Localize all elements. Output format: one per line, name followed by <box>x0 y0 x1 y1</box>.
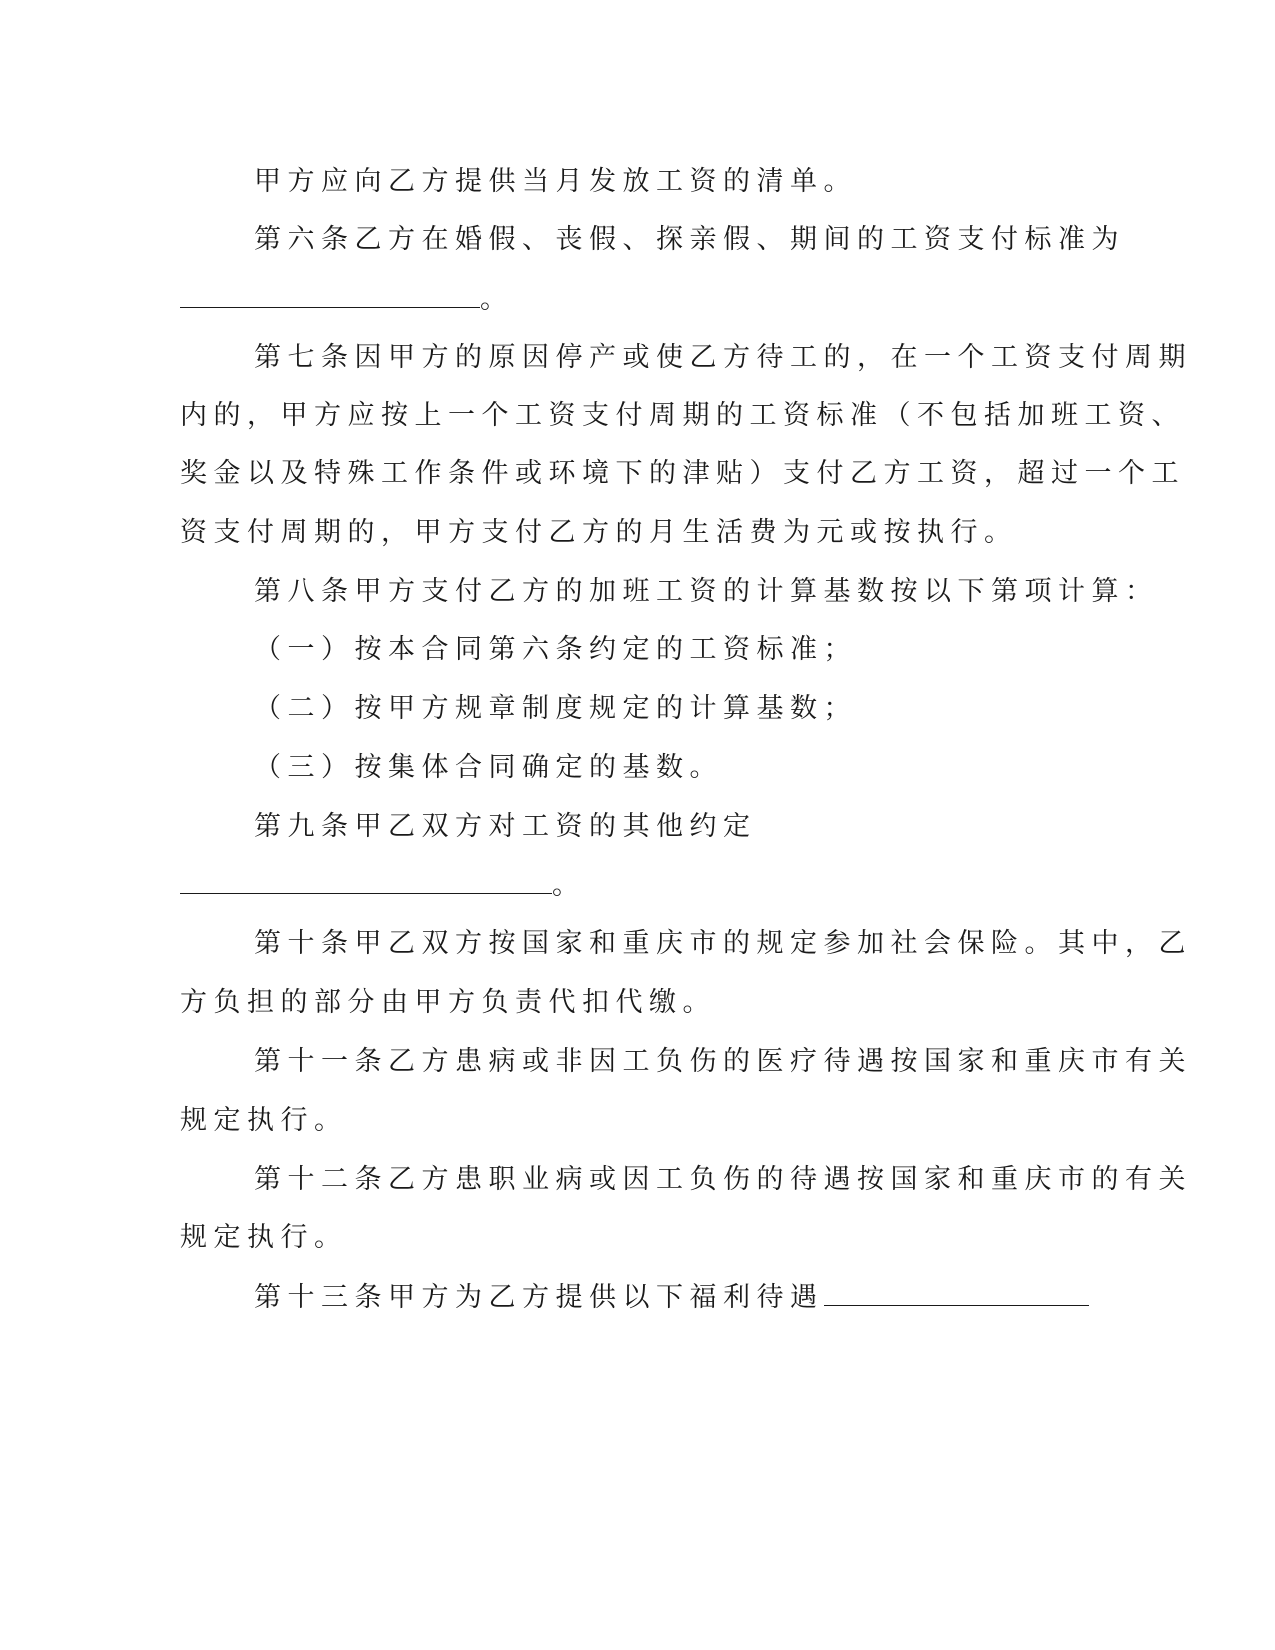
paragraph-line: 规定执行。 <box>180 1105 348 1136</box>
paragraph-line: 第十一条乙方患病或非因工负伤的医疗待遇按国家和重庆市有关 <box>254 1046 1192 1077</box>
paragraph-line: 内的，甲方应按上一个工资支付周期的工资标准（不包括加班工资、 <box>180 400 1185 431</box>
paragraph-line: 第八条甲方支付乙方的加班工资的计算基数按以下第项计算： <box>254 576 1159 607</box>
list-item: （三）按集体合同确定的基数。 <box>254 752 723 783</box>
fill-in-blank <box>180 285 480 308</box>
paragraph-line: 奖金以及特殊工作条件或环境下的津贴）支付乙方工资，超过一个工 <box>180 458 1185 489</box>
fill-in-blank <box>180 871 552 894</box>
paragraph-text: 第十三条甲方为乙方提供以下福利待遇 <box>254 1282 824 1313</box>
paragraph-line: 第六条乙方在婚假、丧假、探亲假、期间的工资支付标准为 <box>254 224 1125 255</box>
paragraph-line: 甲方应向乙方提供当月发放工资的清单。 <box>254 166 857 197</box>
blank-terminator: 。 <box>552 870 586 901</box>
paragraph-line: 第十条甲乙双方按国家和重庆市的规定参加社会保险。其中，乙 <box>254 928 1192 959</box>
blank-line <box>180 868 586 904</box>
fill-in-blank <box>824 1283 1089 1306</box>
blank-terminator: 。 <box>480 284 514 315</box>
paragraph-line: 第十二条乙方患职业病或因工负伤的待遇按国家和重庆市的有关 <box>254 1164 1192 1195</box>
paragraph-line: 方负担的部分由甲方负责代扣代缴。 <box>180 987 716 1018</box>
paragraph-line: 资支付周期的，甲方支付乙方的月生活费为元或按执行。 <box>180 517 1018 548</box>
list-item: （二）按甲方规章制度规定的计算基数； <box>254 693 857 724</box>
blank-line <box>180 282 514 318</box>
paragraph-line: 第九条甲乙双方对工资的其他约定 <box>254 811 757 842</box>
paragraph-line: 规定执行。 <box>180 1222 348 1253</box>
paragraph-line: 第七条因甲方的原因停产或使乙方待工的，在一个工资支付周期 <box>254 342 1192 373</box>
list-item: （一）按本合同第六条约定的工资标准； <box>254 634 857 665</box>
paragraph-line-with-blank <box>254 1280 1089 1316</box>
